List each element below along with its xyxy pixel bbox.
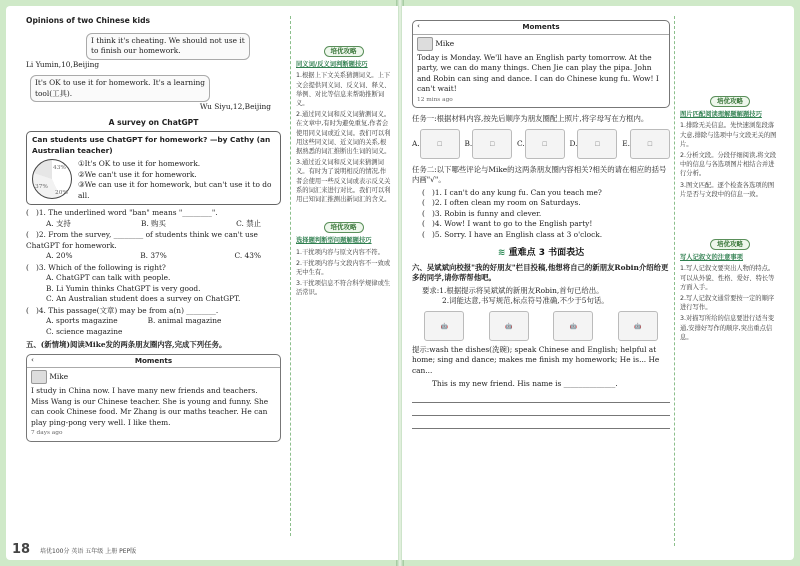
writing-hint: 提示:wash the dishes(洗碗); speak Chinese and English; helpful at home; sing and dance; makes me finish my homework; He is... He can... (412, 344, 660, 375)
footer-text: 培优100分 英语 五年级 上册 PEP版 (40, 548, 137, 555)
left-tip-1-item-1: 1.根据上下文关系猜测词义。上下文会提供同义词、反义词、释义、举例、对比等信息来帮助推断词义。 (296, 72, 391, 108)
question-2: ( )2. From the survey, ________ of students think we can't use ChatGPT for homework. A. 20% B. 37% C. 43% (26, 230, 261, 260)
moments-title-left: Moments (134, 355, 173, 365)
left-tip-1-item-3: 3.通过近义词和反义词来猜测词义。有时为了说明相反的情况,作者会使用一些反义词或表示反义关系的词汇来进行对比。我们可以利用已知词汇推测出新词汇的含义。 (296, 159, 391, 204)
opinion-1 (26, 33, 281, 60)
q3-option-a[interactable]: A. ChatGPT can talk with people. (46, 273, 171, 282)
q1-option-c[interactable]: C. 禁止 (236, 218, 261, 228)
opinion-1-text: I think it's cheating. We should not use it (91, 35, 245, 45)
right-tip-1-item-3: 3.图文匹配。逐个检查各选项的图片是否与文段中的信息一致。 (680, 181, 775, 198)
survey-option-2: ②We can't use it for homework. (78, 169, 197, 179)
opinion-1-bubble (86, 33, 250, 60)
left-tip-head-1: 培优攻略 (324, 46, 364, 57)
picture-b: B. ☐ (464, 129, 512, 159)
opinions-title: Opinions of two Chinese kids (26, 16, 151, 25)
moments-card-left (26, 354, 281, 442)
requirement-1: 要求:1.根据提示将吴斌斌的新朋友Robin,首句已给出。 (422, 285, 604, 295)
question-1-stem: )1. The underlined word "ban" means "________". (35, 208, 218, 217)
moments-time-right: 12 mins ago (417, 96, 453, 103)
survey-option-3: ③We can use it for homework, but can't use it to do all. (78, 180, 272, 200)
right-page (402, 6, 794, 560)
opinion-2-text2: tool(工具). (35, 88, 73, 98)
moments-card-right (412, 20, 670, 108)
survey-body (32, 159, 275, 201)
survey-box (26, 131, 281, 205)
opinion-1-text2: to finish our homework. (91, 46, 181, 55)
right-tip-2-item-1: 1.写人记叙文要突出人物的特点。可以从外貌、性格、爱好、特长等方面入手。 (680, 265, 775, 291)
moments-header-left (27, 355, 280, 369)
moments-text-left: I study in China now. I have many new friends and teachers. Miss Wang is our Chinese teacher. She is young and funny. She can cook Chinese food. Mr Zhang is our maths teacher. He can play ping-pong very well. I like them. (31, 386, 269, 427)
moments-header-right (413, 21, 669, 35)
q4-option-a[interactable]: A. sports magazine (46, 316, 118, 325)
pie-label-2: 37% (35, 184, 48, 190)
focus-title: 重难点 3 书面表达 (508, 248, 585, 258)
opinion-2-bubble (30, 75, 210, 102)
robot-picture-2: 🤖 (489, 311, 529, 341)
picture-d: D. ☐ (569, 129, 617, 159)
survey-pie-chart (32, 159, 72, 199)
left-main-column (26, 16, 281, 442)
q4-option-c[interactable]: C. science magazine (46, 326, 123, 336)
task-2-item-1: )1. I can't do any kung fu. Can you teach me? (431, 187, 602, 197)
right-tip-sub-2: 写人记叙文的注意事项 (680, 254, 743, 262)
wave-icon: ≋ (497, 248, 506, 258)
left-page (6, 6, 398, 560)
avatar (417, 37, 433, 51)
opinion-2-text: It's OK to use it for homework. It's a learning (35, 78, 205, 87)
picture-row (412, 129, 670, 159)
left-tip-sub-1: 同义词/反义词判断题技巧 (296, 61, 368, 69)
task-2-item-3: )3. Robin is funny and clever. (431, 208, 542, 218)
right-tip-head-2: 培优攻略 (710, 239, 750, 250)
pie-label-3: 20% (55, 190, 68, 196)
task-2-item-2: )2. I often clean my room on Saturdays. (431, 198, 581, 207)
writing-line-1[interactable] (412, 393, 670, 403)
page-number: 18 (12, 542, 31, 557)
q1-option-a[interactable]: A. 支持 (46, 218, 71, 228)
focus-heading (412, 248, 670, 259)
q3-option-b[interactable]: B. Li Yumin thinks ChatGPT is very good. (46, 283, 201, 293)
writing-line-3[interactable] (412, 419, 670, 429)
right-tip-2-item-3: 3.对描写所给的信息要进行适当变通,安排好写作的顺序,突出重点信息。 (680, 315, 775, 341)
robot-picture-1: 🤖 (424, 311, 464, 341)
survey-title: A survey on ChatGPT (108, 117, 199, 127)
back-arrow-icon[interactable]: ‹ (31, 354, 34, 364)
left-footer (12, 542, 136, 557)
question-4-stem: )4. This passage(文章) may be from a(n) ________. (35, 305, 219, 315)
q3-option-c[interactable]: C. An Australian student does a survey on ChatGPT. (46, 294, 241, 303)
task-2-items: ( )1. I can't do any kung fu. Can you teach me? ( )2. I often clean my room on Saturdays. ( )3. Robin is funny and clever. ( )4. Wow! I want to go to the English party! ( )5. Sorry. I have an English class at 3 o'clock. (422, 187, 603, 239)
right-tip-1-item-2: 2.分析文段。分段仔细阅读,将文段中的信息与各选项图片相结合并进行分析。 (680, 152, 777, 178)
pie-label-1: 43% (53, 165, 66, 171)
section-5-title: 五、(新情境)阅读Mike发的两条朋友圈内容,完成下列任务。 (26, 340, 227, 349)
q4-option-b[interactable]: B. animal magazine (147, 316, 222, 325)
question-3-stem: )3. Which of the following is right? (35, 262, 166, 272)
task-2: 任务二:以下哪些评论与Mike的这两条朋友圈内容相关?相关的请在相应的括号内画"√"。 (412, 164, 667, 184)
left-sidebar (296, 46, 391, 300)
moments-user-right: Mike (435, 38, 455, 48)
opinion-2-name: Wu Siyu,12,Beijing (199, 102, 271, 111)
right-tip-2-item-2: 2.写人记叙文通常要按一定的顺序进行写作。 (680, 295, 775, 312)
question-list (26, 208, 281, 337)
section-6-title: 六、吴斌斌向校报"我的好朋友"栏目投稿,他想将自己的新朋友Robin介绍给更多的同学,请你帮帮他吧。 (412, 262, 669, 282)
moments-body-left (27, 368, 280, 441)
survey-options (72, 159, 275, 201)
question-1: ( )1. The underlined word "ban" means "________". A. 支持 B. 购买 C. 禁止 (26, 208, 261, 228)
moments-time-left: 7 days ago (31, 430, 63, 436)
robot-picture-4: 🤖 (618, 311, 658, 341)
question-3: ( )3. Which of the following is right? A. ChatGPT can talk with people. B. Li Yumin thinks ChatGPT is very good. C. An Australian student does a survey on ChatGPT. (26, 263, 281, 305)
robot-picture-3: 🤖 (553, 311, 593, 341)
moments-body-right (413, 35, 669, 108)
left-tip-2-item-1: 1.干扰项内容与原文内容不符。 (296, 248, 384, 256)
q2-option-b[interactable]: B. 37% (140, 251, 167, 260)
left-column-divider (290, 16, 291, 536)
picture-a: A. ☐ (412, 129, 460, 159)
survey-question: Can students use ChatGPT for homework? —by Cathy (an Australian teacher) (32, 135, 271, 155)
left-tip-head-2: 培优攻略 (324, 222, 364, 233)
moments-title-right: Moments (522, 22, 560, 31)
writing-first-line: This is my new friend. His name is ______________. (432, 379, 618, 388)
right-sidebar (680, 96, 780, 344)
robin-pictures (412, 311, 670, 341)
right-tip-1-item-1: 1.排除无关信息。先快速浏览段落大意,排除与选项中与文段无关的图片。 (680, 122, 777, 148)
task-2-item-4: )4. Wow! I want to go to the English party! (431, 219, 593, 228)
q2-option-a[interactable]: A. 20% (46, 251, 73, 260)
right-tip-head-1: 培优攻略 (710, 96, 750, 107)
q1-option-b[interactable]: B. 购买 (141, 218, 166, 228)
question-2-stem: )2. From the survey, ________ of students think we can't use ChatGPT for homework. (26, 230, 258, 250)
task-1: 任务一:根据材料内容,按先后顺序为朋友圈配上照片,将字母写在方框内。 (412, 114, 649, 123)
right-column-divider (674, 16, 675, 546)
requirement-2: 2.词能达意,书写规范,标点符号准确,不少于5句话。 (442, 296, 609, 305)
avatar (31, 370, 47, 384)
writing-line-2[interactable] (412, 406, 670, 416)
picture-c: C. ☐ (517, 129, 565, 159)
right-main-column (412, 20, 670, 429)
q2-option-c[interactable]: C. 43% (234, 251, 261, 260)
opinion-1-name: Li Yumin,10,Beijing (26, 59, 100, 69)
task-2-item-5: )5. Sorry. I have an English class at 3 o'clock. (431, 229, 603, 239)
left-tip-sub-2: 选择题判断型问题解题技巧 (296, 237, 372, 245)
moments-text-right: Today is Monday. We'll have an English party tomorrow. At the party, we can do many things. Chen Jie can play the pipa. John and Robin can sing and dance. I can do Chinese kung fu. Wow! I can't wait! (417, 52, 659, 93)
left-tip-2-item-2: 2.干扰项内容与文段内容不一致或无中生有。 (296, 259, 391, 277)
back-arrow-icon[interactable]: ‹ (417, 21, 420, 30)
opinion-2 (26, 75, 281, 102)
left-tip-1-item-2: 2.通过同义词和反义词猜测词义。在文章中,有时为避免重复,作者会使用同义词或近义词。我们可以利用这些同义词、近义词的关系,根据熟悉的词汇推断出生词的词义。 (296, 111, 391, 156)
picture-e: E. ☐ (622, 129, 670, 159)
right-tip-sub-1: 图片匹配阅读理解题解题技巧 (680, 111, 762, 119)
survey-option-1: ①It's OK to use it for homework. (78, 159, 201, 168)
question-4: ( )4. This passage(文章) may be from a(n) ________. A. sports magazine B. animal magazine C. science magazine (26, 306, 281, 338)
left-tip-2-item-3: 3.干扰项信息不符合科学规律或生活常识。 (296, 280, 391, 297)
moments-user-left: Mike (49, 372, 69, 381)
